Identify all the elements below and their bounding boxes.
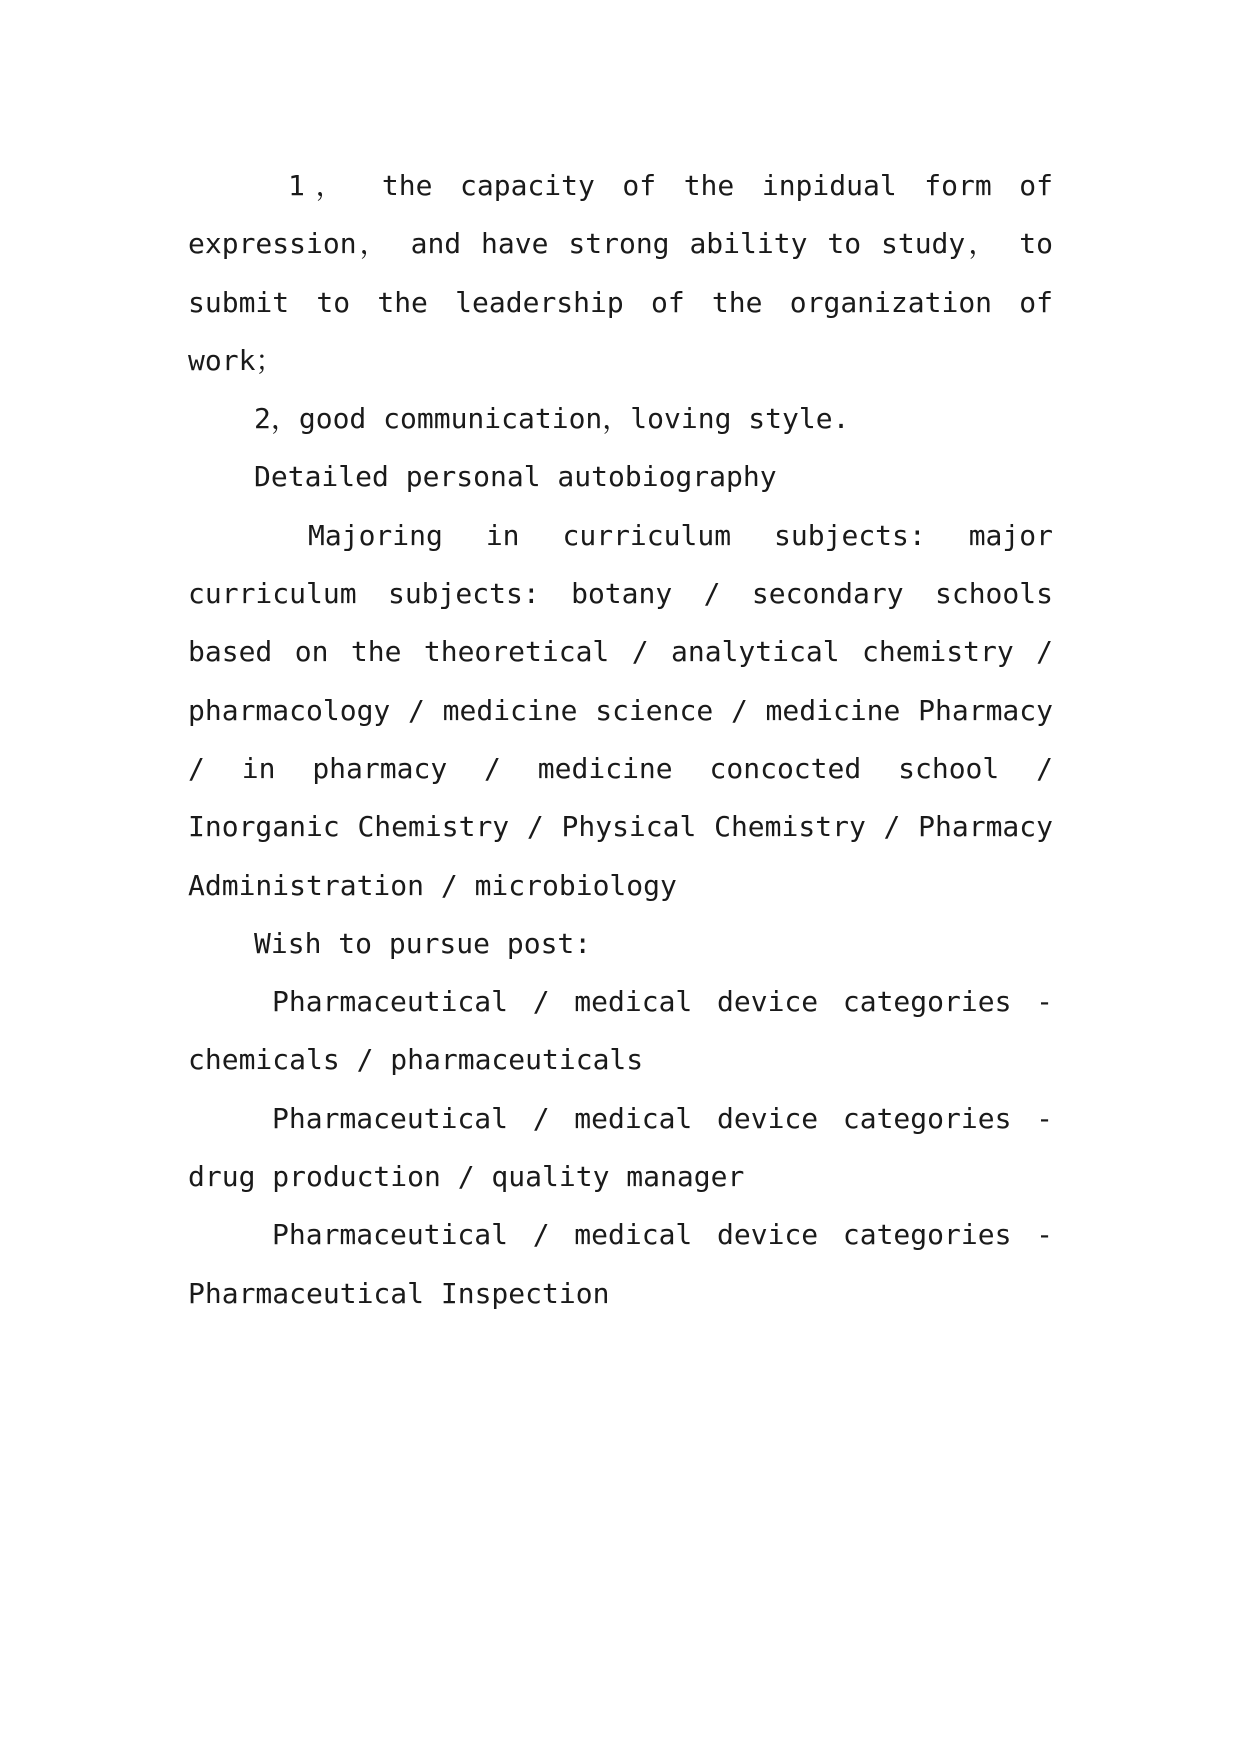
paragraph-communication: 2，good communication，loving style.: [254, 402, 850, 436]
list-item-post-inspection: Pharmaceutical / medical device categories - Pharmaceutical Inspection: [188, 1218, 1053, 1310]
section-heading-autobiography: Detailed personal autobiography: [254, 460, 777, 494]
paragraph-curriculum: Majoring in curriculum subjects: major curriculum subjects: botany / secondary schools based on the theoretical / analytical chemistry / pharmacology / medicine science / medicine Pharmacy / in pharmacy / medicine concocted school / Inorganic Chemistry / Physical Chemistry / Pharmacy Administration / microbiology: [188, 518, 1053, 902]
document-body: [188, 157, 1053, 1323]
list-item-post-chemicals: Pharmaceutical / medical device categories - chemicals / pharmaceuticals: [188, 985, 1053, 1077]
section-heading-wish-post: Wish to pursue post:: [254, 926, 592, 960]
list-item-post-quality: Pharmaceutical / medical device categories - drug production / quality manager: [188, 1101, 1053, 1194]
paragraph-ability: 1， the capacity of the inpidual form of expression， and have strong ability to study， to submit to the leadership of the organization of work；: [188, 169, 1053, 377]
